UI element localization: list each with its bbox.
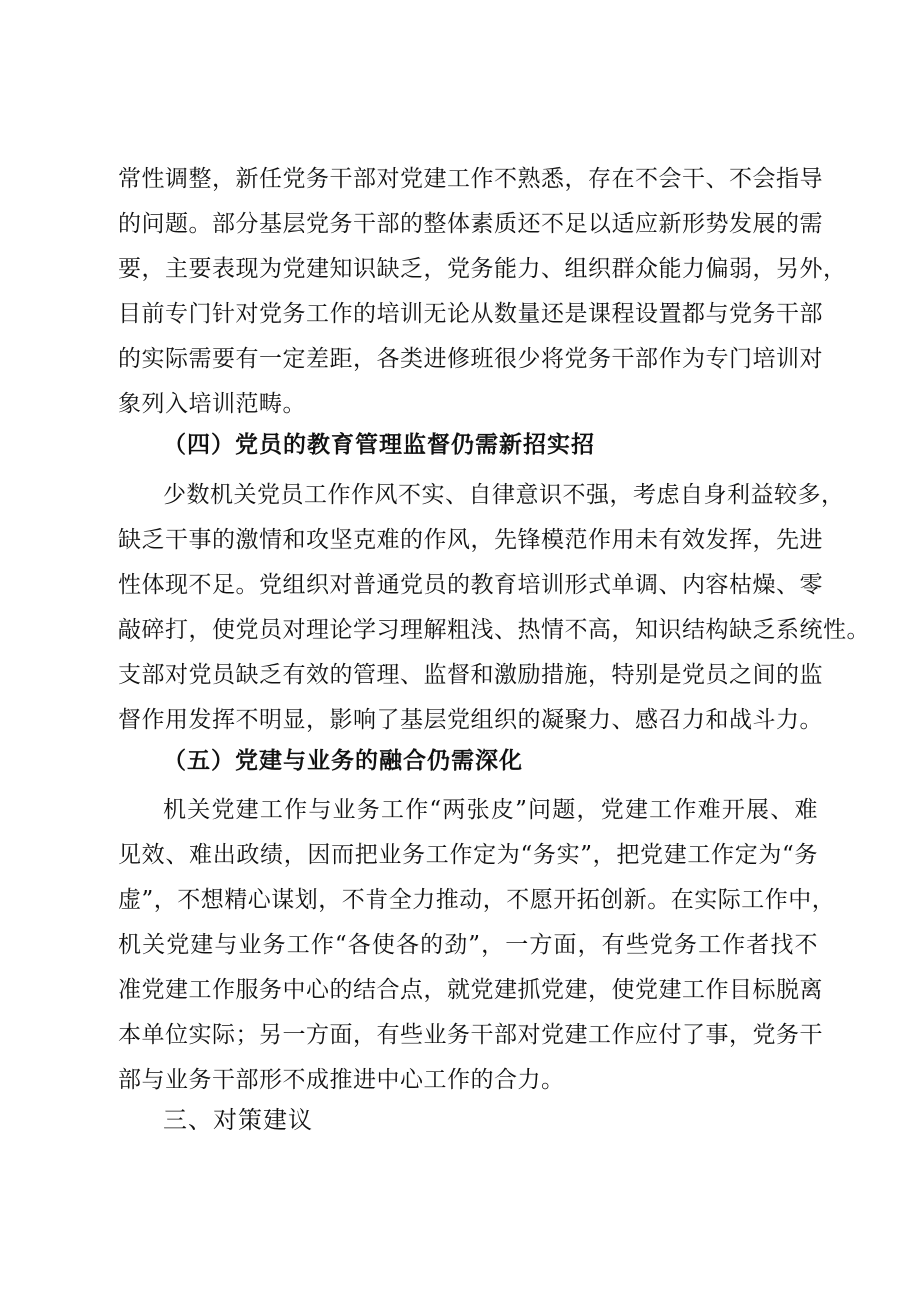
paragraph-line: 少数机关党员工作作风不实、自律意识不强，考虑自身利益较多，: [163, 482, 845, 508]
paragraph-line: 要，主要表现为党建知识缺乏，党务能力、组织群众能力偏弱，另外，: [118, 256, 847, 282]
section-title: 三、对策建议: [163, 1106, 313, 1134]
paragraph-line: 虚”，不想精心谋划，不肯全力推动，不愿开拓创新。在实际工作中，: [118, 887, 836, 913]
paragraph-line: 的实际需要有一定差距，各类进修班很少将党务干部作为专门培训对: [118, 346, 823, 372]
paragraph-line: 目前专门针对党务工作的培训无论从数量还是课程设置都与党务干部: [118, 301, 823, 327]
paragraph-line: 见效、难出政绩，因而把业务工作定为“务实”，把党建工作定为“务: [118, 842, 818, 868]
paragraph-line: 常性调整，新任党务干部对党建工作不熟悉，存在不会干、不会指导: [118, 166, 823, 192]
paragraph-line: 本单位实际；另一方面，有些业务干部对党建工作应付了事，党务干: [118, 1022, 823, 1048]
subsection-heading-5: （五）党建与业务的融合仍需深化: [163, 748, 523, 774]
paragraph-line: 的问题。部分基层党务干部的整体素质还不足以适应新形势发展的需: [118, 211, 823, 237]
paragraph-line: 机关党建工作与业务工作“两张皮”问题，党建工作难开展、难: [163, 797, 818, 823]
paragraph-line: 督作用发挥不明显，影响了基层党组织的凝聚力、感召力和战斗力。: [118, 707, 823, 733]
paragraph-line: 部与业务干部形不成推进中心工作的合力。: [118, 1067, 565, 1093]
paragraph-line: 准党建工作服务中心的结合点，就党建抓党建，使党建工作目标脱离: [118, 977, 823, 1003]
subsection-heading-4: （四）党员的教育管理监督仍需新招实招: [163, 432, 595, 458]
paragraph-line: 敲碎打，使党员对理论学习理解粗浅、热情不高，知识结构缺乏系统性。: [118, 617, 870, 643]
paragraph-line: 缺乏干事的激情和攻坚克难的作风，先锋模范作用未有效发挥，先进: [118, 527, 823, 553]
paragraph-line: 机关党建与业务工作“各使各的劲”，一方面，有些党务工作者找不: [118, 932, 818, 958]
paragraph-line: 性体现不足。党组织对普通党员的教育培训形式单调、内容枯燥、零: [118, 572, 823, 598]
paragraph-line: 象列入培训范畴。: [118, 391, 306, 417]
paragraph-line: 支部对党员缺乏有效的管理、监督和激励措施，特别是党员之间的监: [118, 662, 823, 688]
